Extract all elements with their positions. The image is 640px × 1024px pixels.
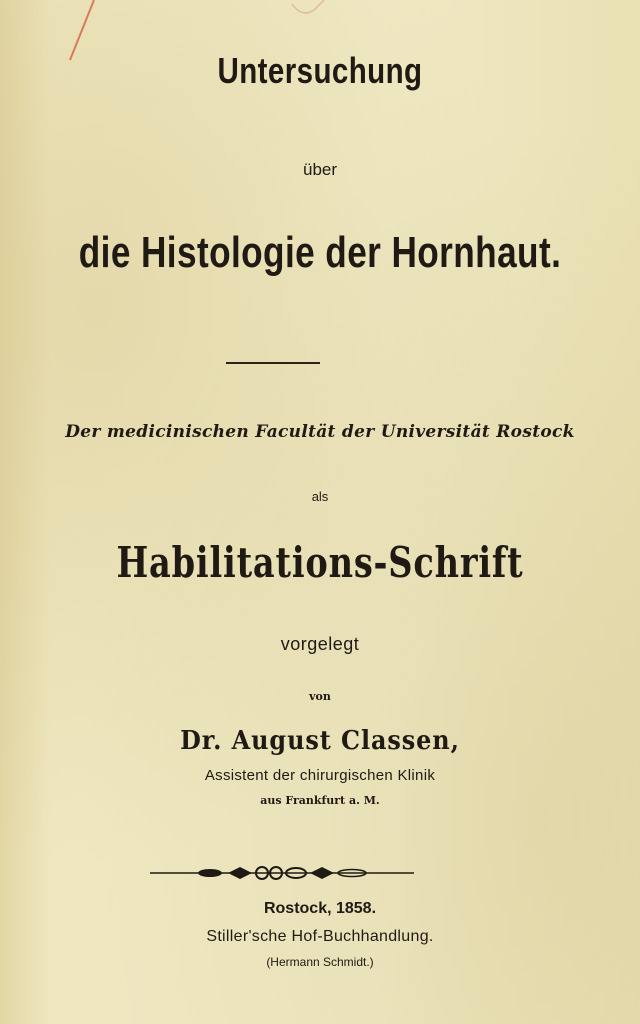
title-line-3: die Histologie der Hornhaut.: [78, 228, 562, 277]
imprint-publisher: Stiller'sche Hof-Buchhandlung.: [206, 928, 434, 945]
document-type: Habilitations-Schrift: [116, 538, 524, 587]
dedication: Der medicinischen Facultät der Universität Rostock: [65, 422, 575, 442]
title-line-1: Untersuchung: [217, 50, 423, 91]
ornamental-rule: [150, 862, 414, 884]
als-text: als: [311, 489, 329, 504]
faint-mark: [290, 0, 330, 20]
title-line-2: über: [302, 160, 338, 179]
imprint-place-year: Rostock, 1858.: [263, 900, 377, 917]
author-name: Dr. August Classen,: [180, 726, 460, 756]
divider-rule: [226, 362, 320, 364]
vorgelegt-text: vorgelegt: [280, 634, 360, 654]
author-position: Assistent der chirurgischen Klinik: [204, 767, 436, 784]
author-origin: aus Frankfurt a. M.: [260, 794, 380, 807]
von-text: von: [309, 690, 331, 703]
imprint-printer: (Hermann Schmidt.): [266, 955, 374, 969]
